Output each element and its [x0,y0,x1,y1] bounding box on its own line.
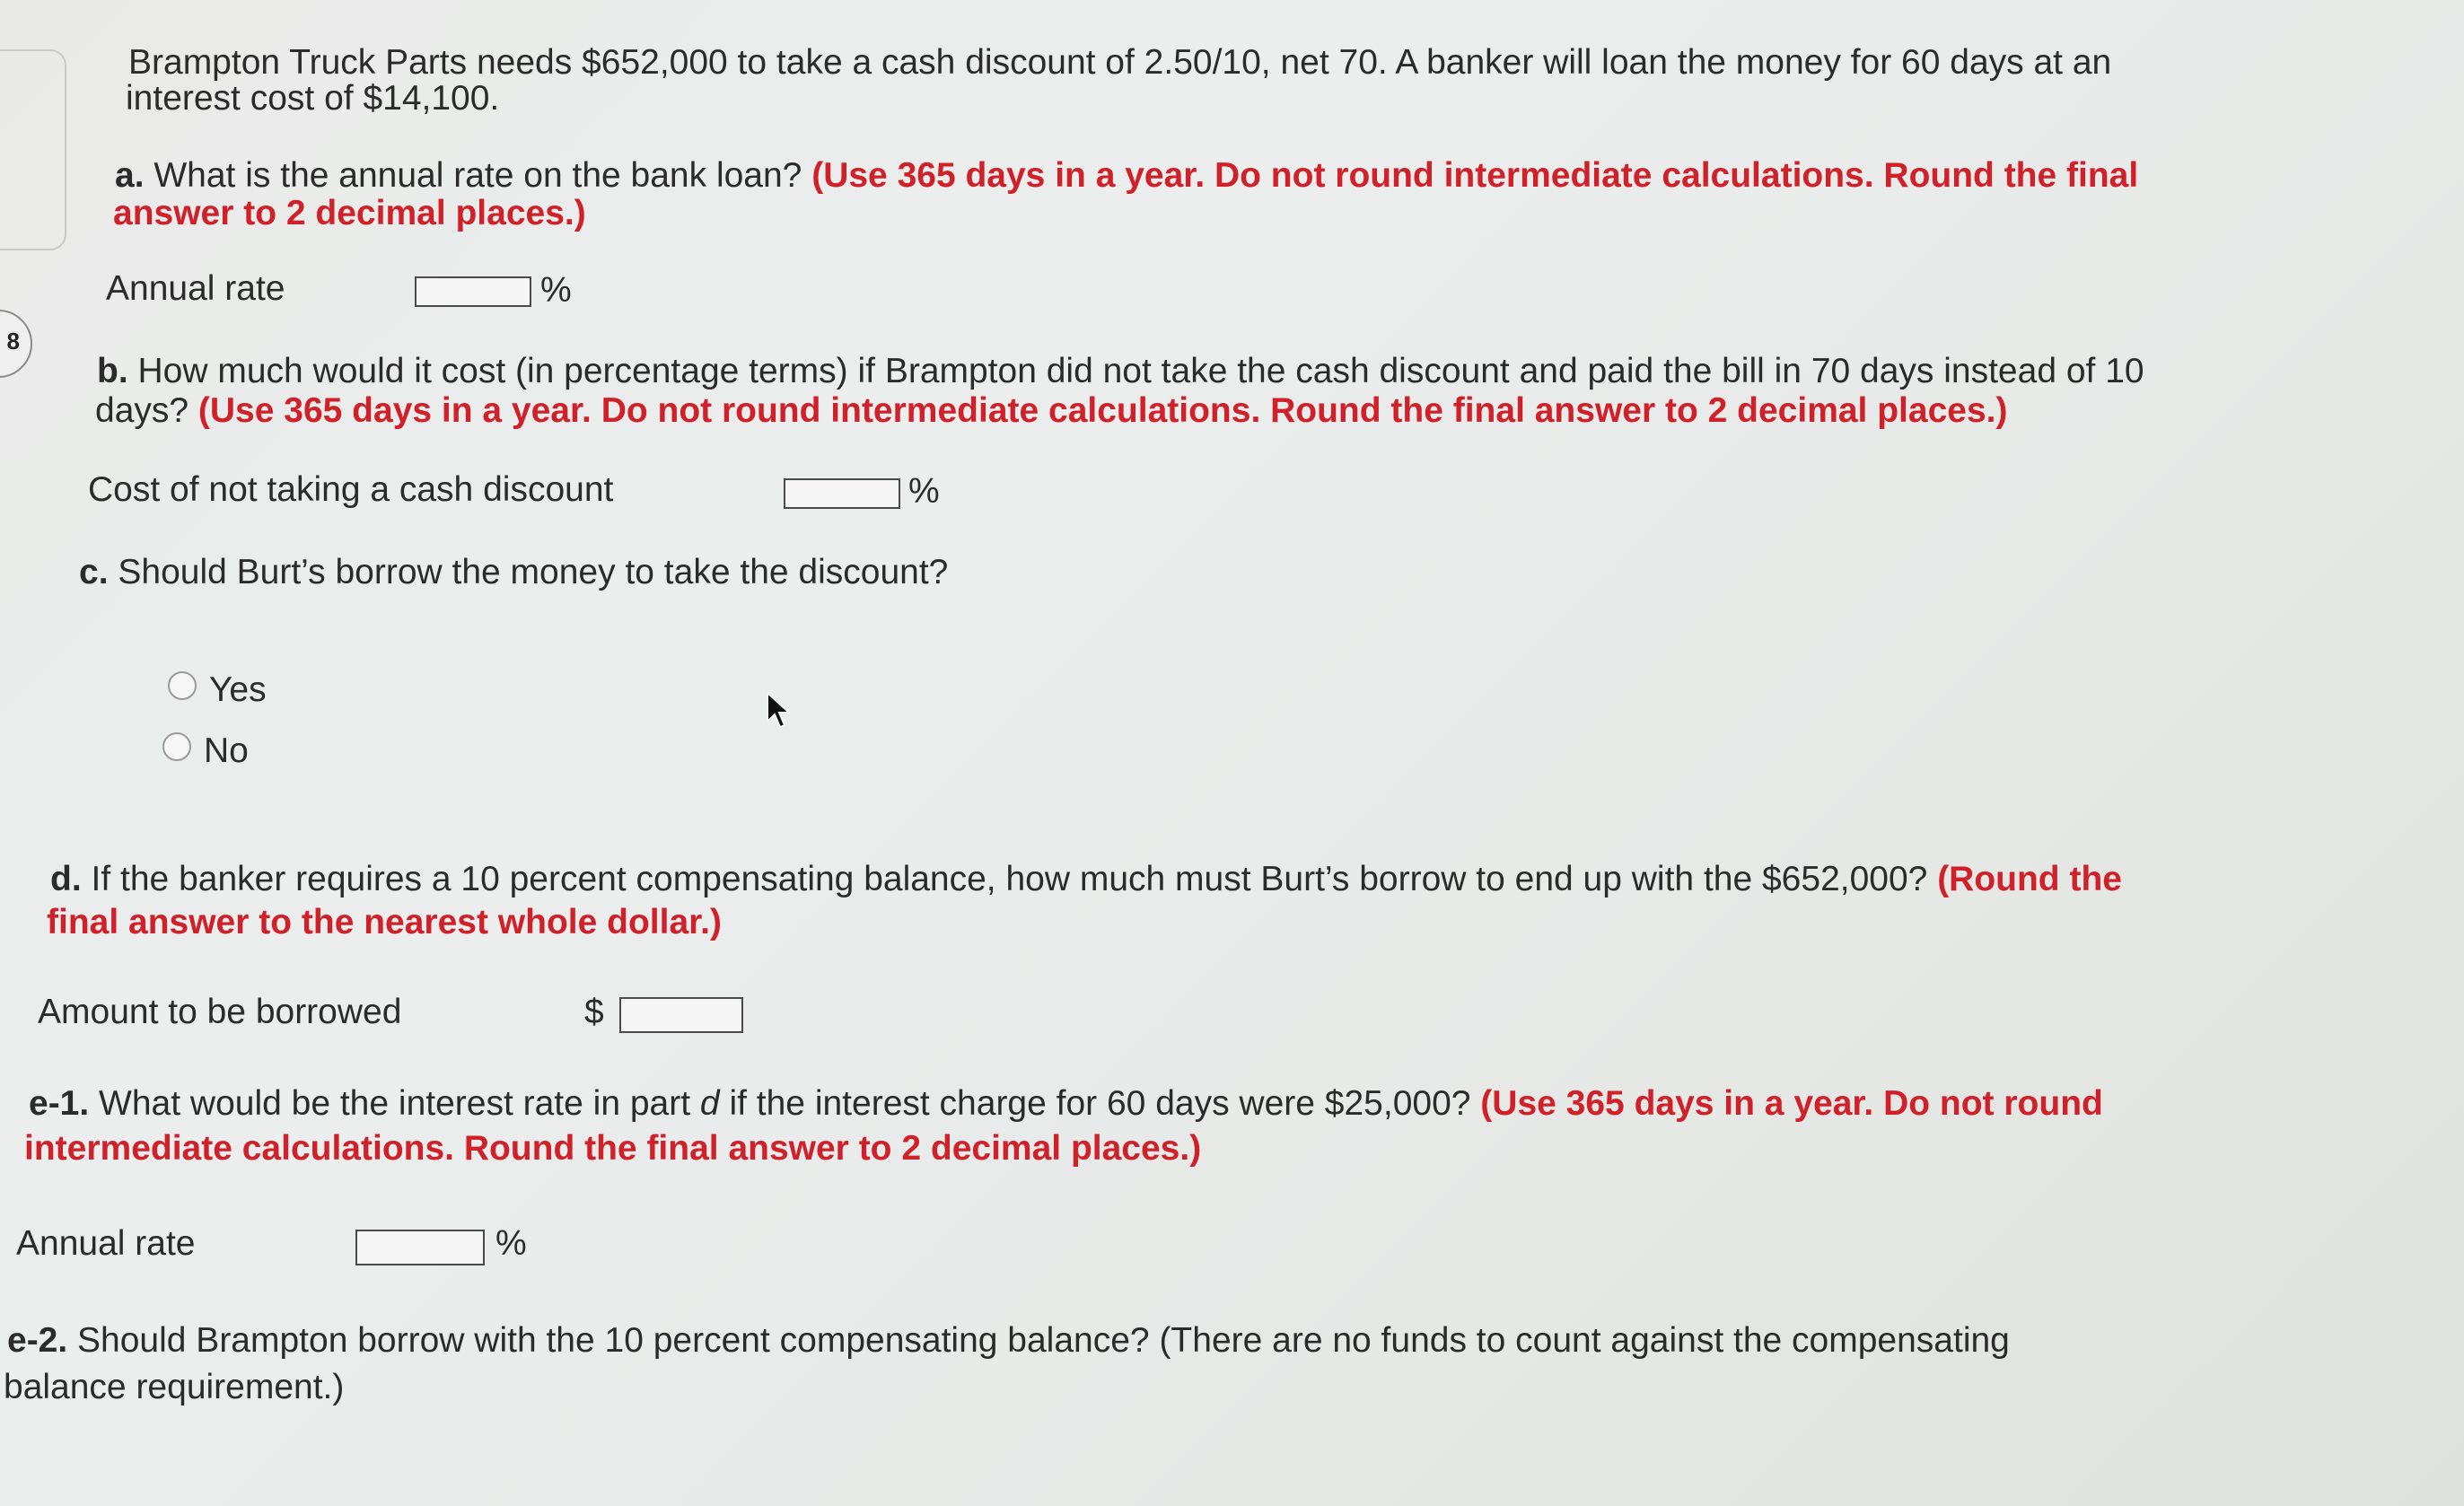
part-a-question [115,154,2138,197]
part-e1-text-italic: d [699,1084,720,1123]
part-a-letter: a. [115,156,145,195]
part-b-text-1: How much would it cost (in percentage terms) if Brampton did not take the cash discount and paid the bill in 70 days instead of 10 [127,352,2144,390]
question-number-badge[interactable] [0,310,32,378]
part-d-letter: d. [50,860,82,898]
part-d-instruction-1: (Round the [1937,860,2122,898]
part-c-question [79,551,948,593]
mouse-pointer-icon [766,691,793,732]
part-c-text: Should Burt’s borrow the money to take the discount? [108,553,949,591]
part-d-instruction-2: final answer to the nearest whole dollar.) [47,903,723,941]
part-a-text: What is the annual rate on the bank loan? [144,156,812,195]
part-b-label: Cost of not taking a cash discount [88,470,614,509]
part-e1-instruction-2: intermediate calculations. Round the final answer to 2 decimal places.) [24,1129,1202,1168]
part-d-label: Amount to be borrowed [38,993,402,1031]
part-b-text-2: days? [95,391,198,430]
part-c-letter: c. [79,553,109,591]
part-d-question [50,858,2122,900]
radio-no[interactable] [162,732,191,761]
annual-rate-input-a[interactable] [415,276,531,307]
annual-rate-input-e1[interactable] [355,1230,485,1265]
part-e2-question-2: balance requirement.) [4,1368,345,1406]
amount-borrowed-input[interactable] [619,997,743,1033]
part-b-instruction: (Use 365 days in a year. Do not round intermediate calculations. Round the final answer to 2 decimal places.) [197,391,2008,430]
part-b-unit: % [908,472,940,511]
part-e1-text-pre: What would be the interest rate in part [89,1084,700,1123]
question-number: 8 [6,328,20,355]
part-a-instruction-2: answer to 2 decimal places.) [113,194,586,232]
radio-yes[interactable] [168,671,197,700]
part-d-currency: $ [584,993,604,1031]
part-e2-question-1 [7,1319,2010,1362]
intro-line-1: Brampton Truck Parts needs $652,000 to take a cash discount of 2.50/10, net 70. A banker will loan the money for 60 days at an [128,43,2112,82]
option-no-label[interactable]: No [204,731,249,770]
side-panel-edge [0,49,66,250]
part-b-question-2 [95,390,2007,432]
part-e1-text-post: if the interest charge for 60 days were $25,000? [719,1084,1481,1123]
cost-not-taking-discount-input[interactable] [784,478,900,509]
part-e1-unit: % [495,1224,527,1263]
option-yes-label[interactable]: Yes [209,670,267,709]
part-d-text: If the banker requires a 10 percent compensating balance, how much must Burt’s borrow to end up with the $652,000? [81,860,1938,898]
part-e1-label: Annual rate [16,1224,196,1263]
part-b-question-1 [97,350,2144,392]
part-e1-instruction-1: (Use 365 days in a year. Do not round [1480,1084,2103,1123]
part-a-instruction: (Use 365 days in a year. Do not round intermediate calculations. Round the final [811,156,2139,195]
part-e1-letter: e-1. [29,1084,90,1123]
part-e2-letter: e-2. [7,1321,68,1360]
intro-line-2: interest cost of $14,100. [126,79,500,118]
part-a-unit: % [540,271,572,310]
part-e2-text-1: Should Brampton borrow with the 10 percent compensating balance? (There are no funds to count against the compensating [67,1321,2010,1360]
part-b-letter: b. [97,352,128,390]
part-a-label: Annual rate [106,269,285,308]
part-e1-question [29,1082,2103,1125]
